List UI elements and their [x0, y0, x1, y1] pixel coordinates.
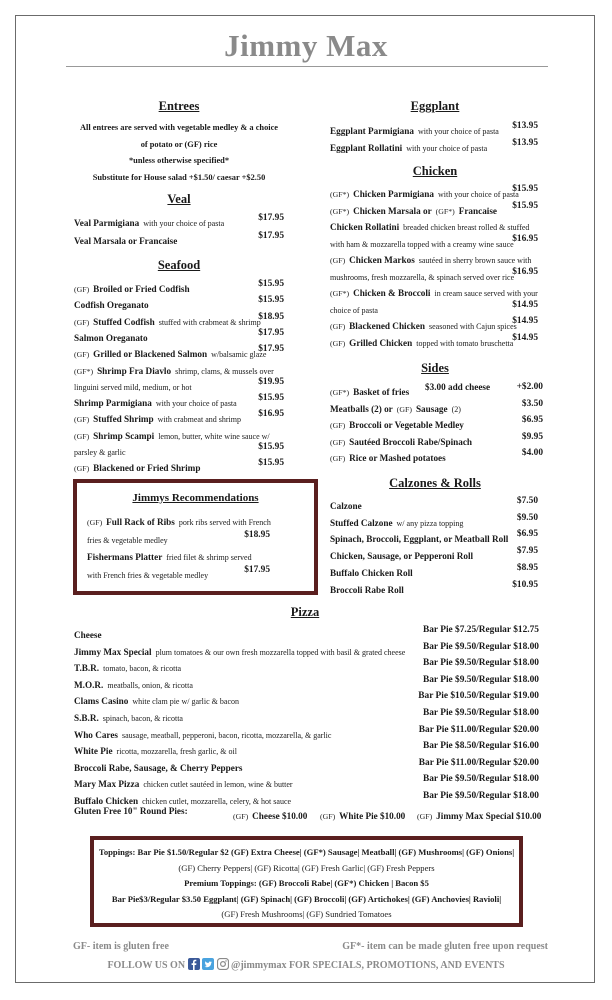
- item-price: $17.95: [258, 344, 284, 355]
- menu-line: [330, 283, 538, 301]
- toppings-line: Premium Toppings: (GF) Broccoli Rabe| (GF*) Chicken | Bacon $5: [184, 878, 429, 889]
- item-description: shrimp, clams, & mussels over: [175, 366, 274, 376]
- line-text: [74, 295, 149, 312]
- menu-line: [74, 708, 539, 726]
- item-price: $17.95: [258, 327, 284, 338]
- item-price: $15.95: [258, 279, 284, 289]
- gf-tag: (GF*): [435, 206, 455, 216]
- menu-line: [74, 442, 284, 460]
- line-text: [74, 642, 405, 659]
- gf-tag: (GF): [330, 454, 346, 464]
- item-description: pork ribs served with French: [178, 518, 271, 527]
- menu-line: [74, 658, 539, 676]
- line-text: [330, 267, 514, 284]
- item-price: Bar Pie $10.50/Regular $19.00: [418, 691, 539, 702]
- item-price: Bar Pie $9.50/Regular $18.00: [422, 774, 539, 785]
- toppings-line: (GF) Cherry Peppers| (GF) Ricotta| (GF) Fresh Garlic| (GF) Fresh Peppers: [178, 862, 435, 873]
- item-price: $15.95: [258, 393, 284, 404]
- item-price: $9.50: [516, 512, 538, 523]
- line-text: [330, 496, 362, 513]
- item-price: $4.00: [521, 448, 543, 459]
- line-text: [74, 458, 200, 475]
- item-description: spinach, bacon, & ricotta: [102, 714, 183, 723]
- menu-line: [74, 625, 539, 643]
- item-name: Codfish Oreganato: [74, 300, 149, 311]
- menu-line: [87, 512, 270, 530]
- menu-line: [330, 399, 543, 417]
- item-price: $15.95: [258, 295, 284, 306]
- menu-line: [74, 344, 284, 362]
- menu-line: [74, 458, 284, 476]
- item-description: sautéed in sherry brown sauce with: [418, 256, 532, 265]
- line-text: [74, 691, 239, 708]
- item-price: $13.95: [512, 137, 538, 148]
- item-price: $14.95: [512, 332, 538, 343]
- gf-tag: (GF*): [330, 388, 350, 397]
- item-name: Stuffed Shrimp: [93, 414, 154, 425]
- item-description: linguini served mild, medium, or hot: [74, 382, 192, 392]
- gf-tag: (GF): [330, 256, 346, 265]
- line-text: [330, 121, 499, 138]
- intro-line: Substitute for House salad +$1.50/ caesar +$2.50: [92, 172, 266, 182]
- item-name: Chicken Markos: [349, 255, 415, 265]
- line-text: [74, 409, 241, 426]
- menu-line: [74, 691, 539, 709]
- item-name: T.B.R.: [74, 663, 100, 674]
- line-text: [330, 234, 514, 251]
- item-price: Bar Pie $11.00/Regular $20.00: [418, 724, 539, 735]
- pizza-header: Pizza: [290, 605, 320, 619]
- item-description: plum tomatoes & our own fresh mozzarella topped with basil & grated cheese: [155, 647, 406, 657]
- item-description: ricotta, mozzarella, fresh garlic, & oil: [116, 747, 237, 757]
- line-text: [330, 283, 538, 300]
- line-text: [74, 725, 331, 742]
- line-text: [74, 741, 237, 758]
- menu-line: [74, 725, 539, 743]
- item-price: $15.95: [512, 184, 538, 194]
- item-price: Bar Pie $9.50/Regular $18.00: [422, 708, 539, 718]
- gf-pie-text: White Pie $10.00: [339, 811, 406, 821]
- gf-tag: (GF): [233, 812, 249, 821]
- line-text: [74, 377, 192, 394]
- menu-line: [330, 138, 538, 156]
- menu-line: [74, 231, 284, 249]
- item-name: Basket of fries: [353, 387, 410, 397]
- line-text: [74, 426, 270, 443]
- item-name: Chicken & Broccoli: [353, 288, 431, 298]
- gf-tag: (GF): [74, 415, 90, 425]
- line-text: [74, 658, 181, 675]
- line-text: [330, 432, 472, 449]
- item-price: $15.95: [258, 442, 284, 452]
- entrees-header: Entrees: [158, 99, 200, 113]
- item-name: Buffalo Chicken: [74, 796, 139, 806]
- line-text: [74, 312, 261, 329]
- gf-tag: (GF): [330, 322, 346, 331]
- menu-line: [330, 333, 538, 351]
- menu-line: [330, 563, 538, 581]
- menu-line: [330, 267, 538, 285]
- line-text: [74, 279, 190, 296]
- recommendations-header: Jimmys Recommendations: [132, 492, 259, 504]
- item-name: Blackened Chicken: [349, 321, 425, 331]
- item-price: $18.95: [244, 529, 270, 540]
- item-name: Chicken Marsala or: [353, 205, 432, 216]
- item-price: $17.95: [244, 564, 270, 575]
- line-text: [330, 563, 413, 580]
- menu-line: [330, 496, 538, 514]
- gf-tag: (GF): [74, 350, 90, 360]
- gf-pie-text: Cheese $10.00: [252, 811, 308, 821]
- gf-tag: (GF): [396, 404, 412, 414]
- line-text: [330, 546, 473, 563]
- follow-prefix: FOLLOW US ON: [107, 960, 186, 971]
- menu-line: [330, 316, 538, 334]
- item-name: Shrimp Fra Diavlo: [97, 365, 172, 376]
- menu-line: [330, 382, 543, 400]
- menu-line: [330, 432, 543, 450]
- item-description: with your choice of pasta: [155, 399, 237, 409]
- item-price: $16.95: [258, 409, 284, 420]
- line-text: [330, 333, 513, 350]
- gf-tag: (GF): [320, 812, 336, 821]
- item-price: $6.95: [516, 529, 538, 540]
- instagram-icon[interactable]: [217, 958, 229, 970]
- menu-line: [74, 741, 539, 759]
- item-description: with your choice of pasta: [143, 219, 225, 228]
- eggplant-header: Eggplant: [410, 99, 460, 113]
- menu-line: [74, 361, 284, 379]
- item-name: Eggplant Parmigiana: [330, 126, 414, 136]
- item-name: Broiled or Fried Codfish: [93, 284, 190, 294]
- gf-pie-text: Jimmy Max Special $10.00: [436, 811, 542, 821]
- menu-line: [74, 393, 284, 411]
- item-name: Fishermans Platter: [87, 552, 163, 563]
- line-text: [330, 201, 497, 218]
- toppings-line: Bar Pie$3/Regular $3.50 Eggplant| (GF) Spinach| (GF) Broccoli| (GF) Artichokes| (GF) Anchovies| Ravioli|: [111, 893, 502, 904]
- item-name: Stuffed Codfish: [93, 316, 155, 327]
- menu-line: [330, 184, 538, 202]
- item-name: M.O.R.: [74, 679, 104, 690]
- item-description: breaded chicken breast rolled & stuffed: [403, 223, 530, 232]
- intro-line: of potato or (GF) rice: [140, 139, 218, 149]
- item-price: Bar Pie $8.50/Regular $16.00: [422, 741, 539, 752]
- menu-line: [74, 312, 284, 330]
- item-name: Full Rack of Ribs: [106, 517, 175, 527]
- line-text: [87, 547, 252, 564]
- gf-tag: (GF): [330, 421, 346, 431]
- intro-line: *unless otherwise specified*: [128, 156, 230, 166]
- menu-line: [330, 529, 538, 547]
- item-description: chicken cutlet sautéed in lemon, wine & butter: [143, 780, 293, 790]
- item-name: Grilled Chicken: [349, 337, 413, 348]
- line-text: [330, 448, 446, 465]
- gf-tag: (GF*): [330, 289, 350, 298]
- menu-line: [74, 642, 539, 660]
- line-text: [330, 580, 404, 597]
- follow-suffix: @jimmymax FOR SPECIALS, PROMOTIONS, AND EVENTS: [231, 960, 505, 971]
- item-name: Spinach, Broccoli, Eggplant, or Meatball Roll: [330, 534, 509, 545]
- gf-tag: (GF*): [330, 206, 350, 216]
- menu-line: [330, 300, 538, 318]
- entrees-intro: [56, 120, 302, 186]
- gf-tag: (GF*): [74, 366, 94, 376]
- menu-line: [74, 213, 284, 231]
- item-description: tomato, bacon, & ricotta: [103, 664, 182, 674]
- item-price: $14.95: [512, 316, 538, 326]
- item-description: stuffed with crabmeat & shrimp: [158, 317, 261, 327]
- gf-tag: (GF): [417, 812, 433, 821]
- item-description: w/balsamic glaze: [211, 350, 267, 360]
- toppings-line: Toppings: Bar Pie $1.50/Regular $2 (GF) Extra Cheese| (GF*) Sausage| Meatball| (GF) Mushrooms| (GF) Onions|: [98, 847, 515, 857]
- item-price: Bar Pie $9.50/Regular $18.00: [422, 674, 539, 685]
- intro-line: All entrees are served with vegetable medley & a choice: [79, 123, 279, 132]
- item-price: $18.95: [258, 311, 284, 322]
- item-price: $15.95: [512, 200, 538, 211]
- item-name: Sautéed Broccoli Rabe/Spinach: [349, 436, 473, 447]
- restaurant-title: Jimmy Max: [224, 28, 388, 63]
- line-text: [330, 529, 508, 546]
- menu-line: [330, 513, 538, 531]
- item-description: with your choice of pasta: [437, 190, 519, 199]
- menu-line: [330, 250, 538, 268]
- menu-line: [74, 295, 284, 313]
- title-divider: [66, 66, 548, 67]
- menu-line: [74, 774, 539, 792]
- item-description: chicken cutlet, mozzarella, celery, & hot sauce: [142, 797, 292, 806]
- item-price: $3.00 add cheese: [425, 382, 491, 392]
- menu-line: [330, 448, 543, 466]
- item-name: Eggplant Rollatini: [330, 142, 403, 153]
- item-price: $15.95: [258, 458, 284, 469]
- gf-tag: (GF): [330, 437, 346, 447]
- line-text: [330, 300, 378, 317]
- item-name: Salmon Oreganato: [74, 332, 148, 343]
- menu-line: [87, 530, 270, 548]
- item-price: Bar Pie $9.50/Regular $18.00: [422, 791, 539, 801]
- twitter-icon[interactable]: [202, 958, 214, 970]
- line-text: [87, 565, 208, 582]
- item-description: lemon, butter, white wine sauce w/: [158, 431, 270, 441]
- item-name: Shrimp Parmigiana: [74, 398, 152, 409]
- item-price: $14.95: [512, 299, 538, 310]
- menu-line: [330, 580, 538, 598]
- gf-tag: (GF): [74, 317, 90, 327]
- follow-line: [0, 958, 612, 971]
- gf-tag: (GF): [330, 338, 346, 348]
- item-name: Shrimp Scampi: [93, 430, 155, 441]
- item-name: Cheese: [74, 630, 102, 640]
- veal-header: Veal: [167, 192, 191, 206]
- calzones-header: Calzones & Rolls: [389, 476, 481, 490]
- line-text: [330, 382, 409, 399]
- item-price: $6.95: [521, 415, 543, 426]
- item-name: Stuffed Calzone: [330, 517, 393, 528]
- menu-line: [330, 121, 538, 139]
- gf-pie-option: [417, 806, 541, 824]
- item-description: choice of pasta: [330, 305, 378, 315]
- menu-line: [74, 409, 284, 427]
- line-text: [330, 184, 519, 201]
- item-price: $10.95: [512, 579, 538, 590]
- item-name: Veal Marsala or Francaise: [74, 235, 178, 246]
- gf-tag: (GF): [74, 285, 90, 294]
- line-text: [87, 530, 168, 547]
- item-description: topped with tomato bruschetta: [416, 338, 514, 348]
- item-name: Clams Casino: [74, 696, 129, 707]
- line-text: [74, 675, 193, 692]
- menu-line: [330, 234, 538, 252]
- item-name: Rice or Mashed potatoes: [349, 453, 446, 464]
- sides-header: Sides: [421, 361, 449, 375]
- item-description: with French fries & vegetable medley: [87, 570, 209, 580]
- line-text: [74, 213, 224, 230]
- gf-label: Gluten Free 10" Round Pies:: [74, 806, 188, 816]
- line-text: [74, 774, 293, 791]
- item-name: Calzone: [330, 501, 362, 511]
- menu-line: [330, 415, 543, 433]
- item-price: $17.95: [258, 213, 284, 223]
- item-description: (2): [451, 404, 461, 414]
- line-text: [330, 217, 529, 234]
- item-name: Grilled or Blackened Salmon: [93, 349, 208, 360]
- line-text: [330, 415, 464, 432]
- item-name: Who Cares: [74, 729, 118, 740]
- line-text: [74, 442, 126, 459]
- item-name: S.B.R.: [74, 713, 99, 723]
- gf-tag: (GF*): [330, 190, 350, 199]
- item-name: Blackened or Fried Shrimp: [93, 463, 201, 474]
- menu-line: [74, 279, 284, 297]
- item-price: $19.95: [258, 376, 284, 387]
- menu-line: [87, 565, 270, 583]
- item-name: Broccoli or Vegetable Medley: [349, 420, 464, 431]
- line-text: [74, 344, 266, 361]
- item-description: white clam pie w/ garlic & bacon: [132, 697, 240, 707]
- item-description: fried filet & shrimp served: [166, 553, 252, 563]
- gf-pie-option: [320, 806, 405, 824]
- line-text: [330, 316, 517, 333]
- item-price: $17.95: [258, 230, 284, 241]
- gf-tag: (GF): [74, 431, 90, 441]
- facebook-icon[interactable]: [188, 958, 200, 970]
- line-text: [74, 625, 102, 642]
- line-text: [330, 250, 531, 267]
- item-description: meatballs, onion, & ricotta: [107, 680, 193, 690]
- gf-tag: (GF): [74, 464, 90, 474]
- item-price: $9.95: [521, 431, 543, 442]
- line-text: [330, 513, 463, 530]
- item-price: $13.95: [512, 121, 538, 131]
- item-name: Mary Max Pizza: [74, 779, 140, 790]
- item-name: Chicken Rollatini: [330, 222, 400, 232]
- item-price: $16.95: [512, 233, 538, 244]
- item-name: Buffalo Chicken Roll: [330, 567, 413, 578]
- item-price: $16.95: [512, 266, 538, 277]
- item-name: Meatballs (2) or: [330, 403, 393, 414]
- line-text: [74, 758, 243, 775]
- line-text: [74, 361, 274, 378]
- menu-line: [87, 547, 270, 565]
- item-name: Chicken, Sausage, or Pepperoni Roll: [330, 551, 474, 562]
- item-price: $8.95: [516, 562, 538, 573]
- item-price: $7.95: [516, 546, 538, 557]
- line-text: [74, 393, 237, 410]
- menu-line: [330, 546, 538, 564]
- item-description: sausage, meatball, pepperoni, bacon, ricotta, mozzarella, & garlic: [121, 730, 332, 740]
- item-description: with your choice of pasta: [406, 143, 488, 153]
- item-price: Bar Pie $9.50/Regular $18.00: [422, 641, 539, 652]
- gf-star-note: GF*- item can be made gluten free upon request: [342, 941, 548, 952]
- item-price: $7.50: [516, 496, 538, 506]
- item-price: Bar Pie $9.50/Regular $18.00: [422, 658, 539, 669]
- toppings-line: (GF) Fresh Mushrooms| (GF) Sundried Tomatoes: [221, 909, 392, 920]
- gf-tag: (GF): [87, 518, 103, 527]
- menu-line: [74, 426, 284, 444]
- item-description: in cream sauce served with your: [434, 289, 538, 298]
- item-name: Broccoli Rabe Roll: [330, 584, 404, 595]
- item-description: mushrooms, fresh mozzarella, & spinach served over rice: [330, 272, 515, 282]
- menu-line: [330, 201, 538, 219]
- gf-pie-option: [233, 806, 307, 824]
- item-price: Bar Pie $7.25/Regular $12.75: [422, 625, 539, 635]
- item-description: fries & vegetable medley: [87, 535, 168, 545]
- item-description: parsley & garlic: [74, 448, 126, 457]
- item-name: Francaise: [458, 205, 498, 216]
- line-text: [330, 399, 461, 416]
- item-price: Bar Pie $11.00/Regular $20.00: [418, 757, 539, 768]
- item-description: w/ any pizza topping: [396, 518, 464, 528]
- item-name: White Pie: [74, 746, 113, 757]
- item-price: +$2.00: [516, 382, 543, 392]
- item-name: Sausage: [415, 403, 448, 414]
- line-text: [330, 138, 487, 155]
- line-text: [74, 231, 177, 248]
- item-name: Veal Parmigiana: [74, 218, 140, 228]
- chicken-header: Chicken: [412, 164, 458, 178]
- line-text: [74, 708, 183, 725]
- item-name: Jimmy Max Special: [74, 646, 152, 657]
- item-name: Chicken Parmigiana: [353, 189, 434, 199]
- menu-line: [330, 217, 538, 235]
- item-name: Broccoli Rabe, Sausage, & Cherry Peppers: [74, 762, 243, 773]
- toppings-text: [94, 845, 519, 923]
- item-price: $3.50: [521, 398, 543, 409]
- gf-note: GF- item is gluten free: [73, 941, 169, 952]
- item-description: with crabmeat and shrimp: [157, 415, 241, 425]
- item-description: with ham & mozzarella topped with a creamy wine sauce: [330, 239, 514, 249]
- line-text: [87, 512, 271, 529]
- menu-line: [74, 328, 284, 346]
- item-description: seasoned with Cajun spices: [428, 322, 517, 331]
- item-description: with your choice of pasta: [417, 127, 499, 136]
- line-text: [74, 328, 148, 345]
- seafood-header: Seafood: [157, 258, 201, 272]
- menu-line: [74, 377, 284, 395]
